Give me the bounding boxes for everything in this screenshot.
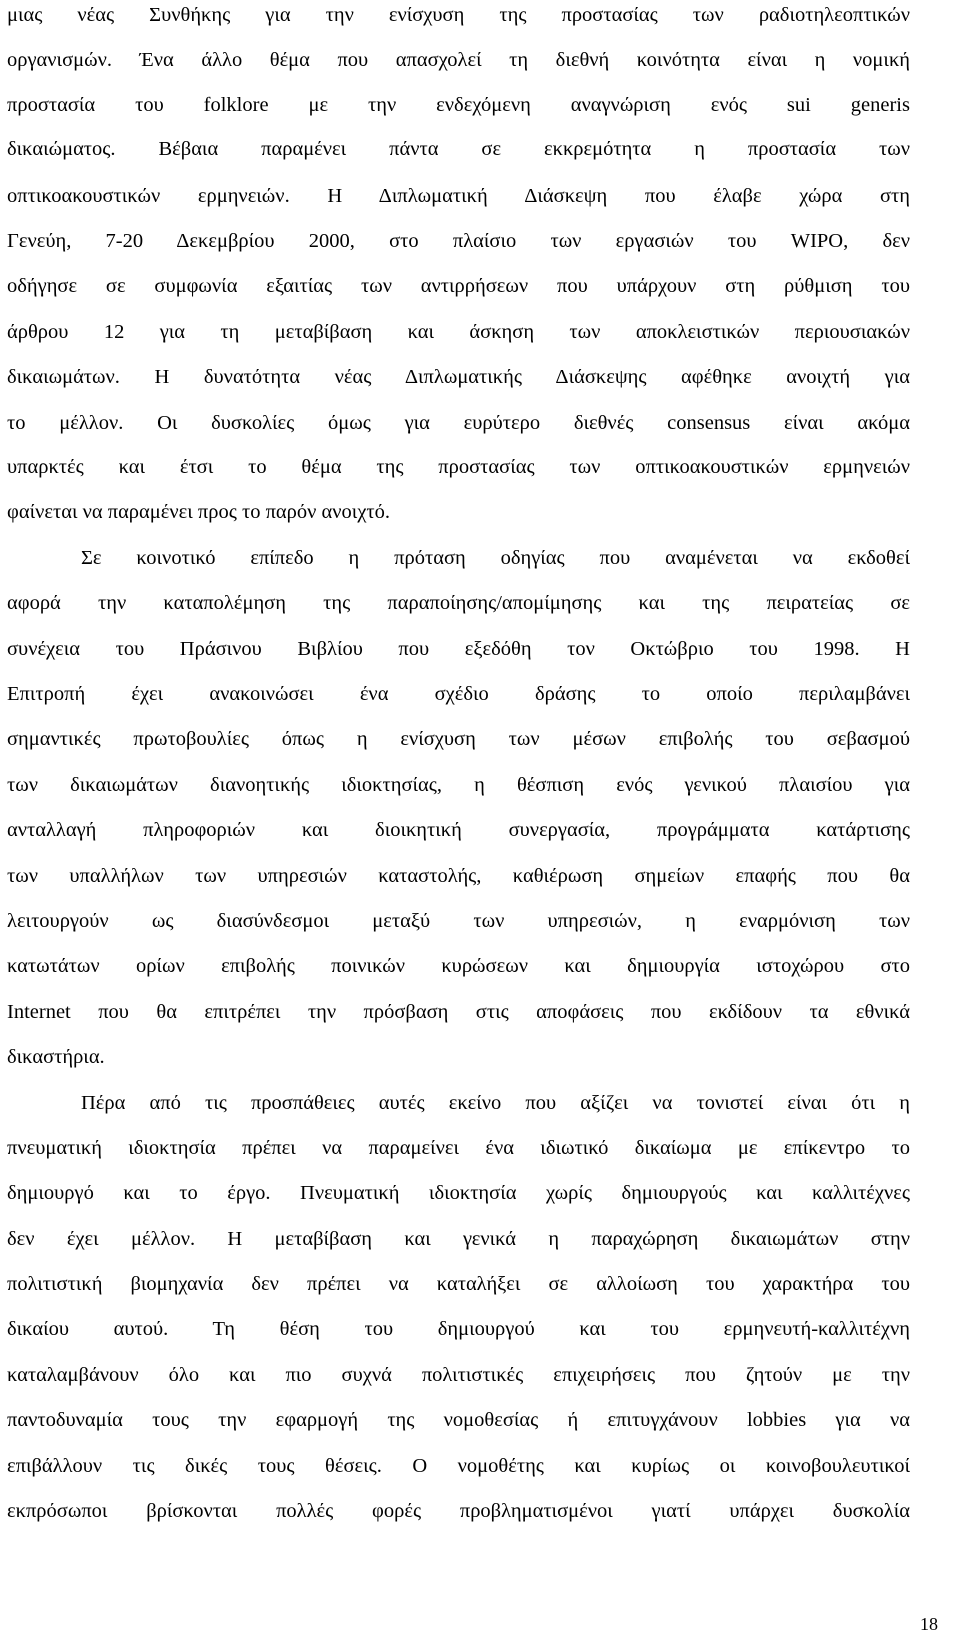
text-line: οργανισμών. Ένα άλλο θέμα που απασχολεί τη διεθνή κοινότητα είναι η νομική [7, 49, 910, 71]
text-line: εκπρόσωποι βρίσκονται πολλές φορές προβληματισμένοι γιατί υπάρχει δυσκολία [7, 1500, 910, 1522]
text-line: Επιτροπή έχει ανακοινώσει ένα σχέδιο δράσης το οποίο περιλαμβάνει [7, 683, 910, 705]
text-line: καταλαμβάνουν όλο και πιο συχνά πολιτιστικές επιχειρήσεις που ζητούν με την [7, 1364, 910, 1386]
page-number: 18 [920, 1614, 938, 1634]
text-line: ανταλλαγή πληροφοριών και διοικητική συνεργασία, προγράμματα κατάρτισης [7, 819, 910, 841]
text-line: των δικαιωμάτων διανοητικής ιδιοκτησίας, η θέσπιση ενός γενικού πλαισίου για [7, 774, 910, 796]
document-page [7, 0, 910, 1651]
text-line: σημαντικές πρωτοβουλίες όπως η ενίσχυση των μέσων επιβολής του σεβασμού [7, 728, 910, 750]
text-line: δικαίου αυτού. Τη θέση του δημιουργού και του ερμηνευτή-καλλιτέχνη [7, 1318, 910, 1340]
text-line: Γενεύη, 7-20 Δεκεμβρίου 2000, στο πλαίσιο των εργασιών του WIPO, δεν [7, 230, 910, 252]
text-line: δεν έχει μέλλον. Η μεταβίβαση και γενικά η παραχώρηση δικαιωμάτων στην [7, 1228, 910, 1250]
text-line: άρθρου 12 για τη μεταβίβαση και άσκηση των αποκλειστικών περιουσιακών [7, 321, 910, 343]
text-line: το μέλλον. Οι δυσκολίες όμως για ευρύτερο διεθνές consensus είναι ακόμα [7, 412, 910, 434]
text-line: δικαιωμάτων. Η δυνατότητα νέας Διπλωματικής Διάσκεψης αφέθηκε ανοιχτή για [7, 366, 910, 388]
text-line: αφορά την καταπολέμηση της παραποίησης/απομίμησης και της πειρατείας σε [7, 592, 910, 614]
text-line: δημιουργό και το έργο. Πνευματική ιδιοκτησία χωρίς δημιουργούς και καλλιτέχνες [7, 1182, 910, 1204]
text-line: Internet που θα επιτρέπει την πρόσβαση στις αποφάσεις που εκδίδουν τα εθνικά [7, 1001, 910, 1023]
text-line: λειτουργούν ως διασύνδεσμοι μεταξύ των υπηρεσιών, η εναρμόνιση των [7, 910, 910, 932]
text-line: συνέχεια του Πράσινου Βιβλίου που εξεδόθη τον Οκτώβριο του 1998. Η [7, 638, 910, 660]
text-line: υπαρκτές και έτσι το θέμα της προστασίας των οπτικοακουστικών ερμηνειών [7, 456, 910, 478]
text-line: φαίνεται να παραμένει προς το παρόν ανοιχτό. [7, 501, 391, 523]
text-line: των υπαλλήλων των υπηρεσιών καταστολής, καθιέρωση σημείων επαφής που θα [7, 865, 910, 887]
text-line: οδήγησε σε συμφωνία εξαιτίας των αντιρρήσεων που υπάρχουν στη ρύθμιση του [7, 275, 910, 297]
text-line: δικαστήρια. [7, 1046, 105, 1068]
text-line: προστασία του folklore με την ενδεχόμενη αναγνώριση ενός sui generis [7, 94, 910, 116]
text-line: πολιτιστική βιομηχανία δεν πρέπει να καταλήξει σε αλλοίωση του χαρακτήρα του [7, 1273, 910, 1295]
text-line: παντοδυναμία τους την εφαρμογή της νομοθεσίας ή επιτυγχάνουν lobbies για να [7, 1409, 910, 1431]
text-line: Σε κοινοτικό επίπεδο η πρόταση οδηγίας που αναμένεται να εκδοθεί [81, 547, 910, 569]
text-line: δικαιώματος. Βέβαια παραμένει πάντα σε εκκρεμότητα η προστασία των [7, 138, 910, 160]
text-line: οπτικοακουστικών ερμηνειών. Η Διπλωματική Διάσκεψη που έλαβε χώρα στη [7, 185, 910, 207]
text-line: επιβάλλουν τις δικές τους θέσεις. Ο νομοθέτης και κυρίως οι κοινοβουλευτικοί [7, 1455, 910, 1477]
text-line: Πέρα από τις προσπάθειες αυτές εκείνο που αξίζει να τονιστεί είναι ότι η [81, 1092, 910, 1114]
text-line: μιας νέας Συνθήκης για την ενίσχυση της προστασίας των ραδιοτηλεοπτικών [7, 4, 910, 26]
text-line: πνευματική ιδιοκτησία πρέπει να παραμείνει ένα ιδιωτικό δικαίωμα με επίκεντρο το [7, 1137, 910, 1159]
text-line: κατωτάτων ορίων επιβολής ποινικών κυρώσεων και δημιουργία ιστοχώρου στο [7, 955, 910, 977]
